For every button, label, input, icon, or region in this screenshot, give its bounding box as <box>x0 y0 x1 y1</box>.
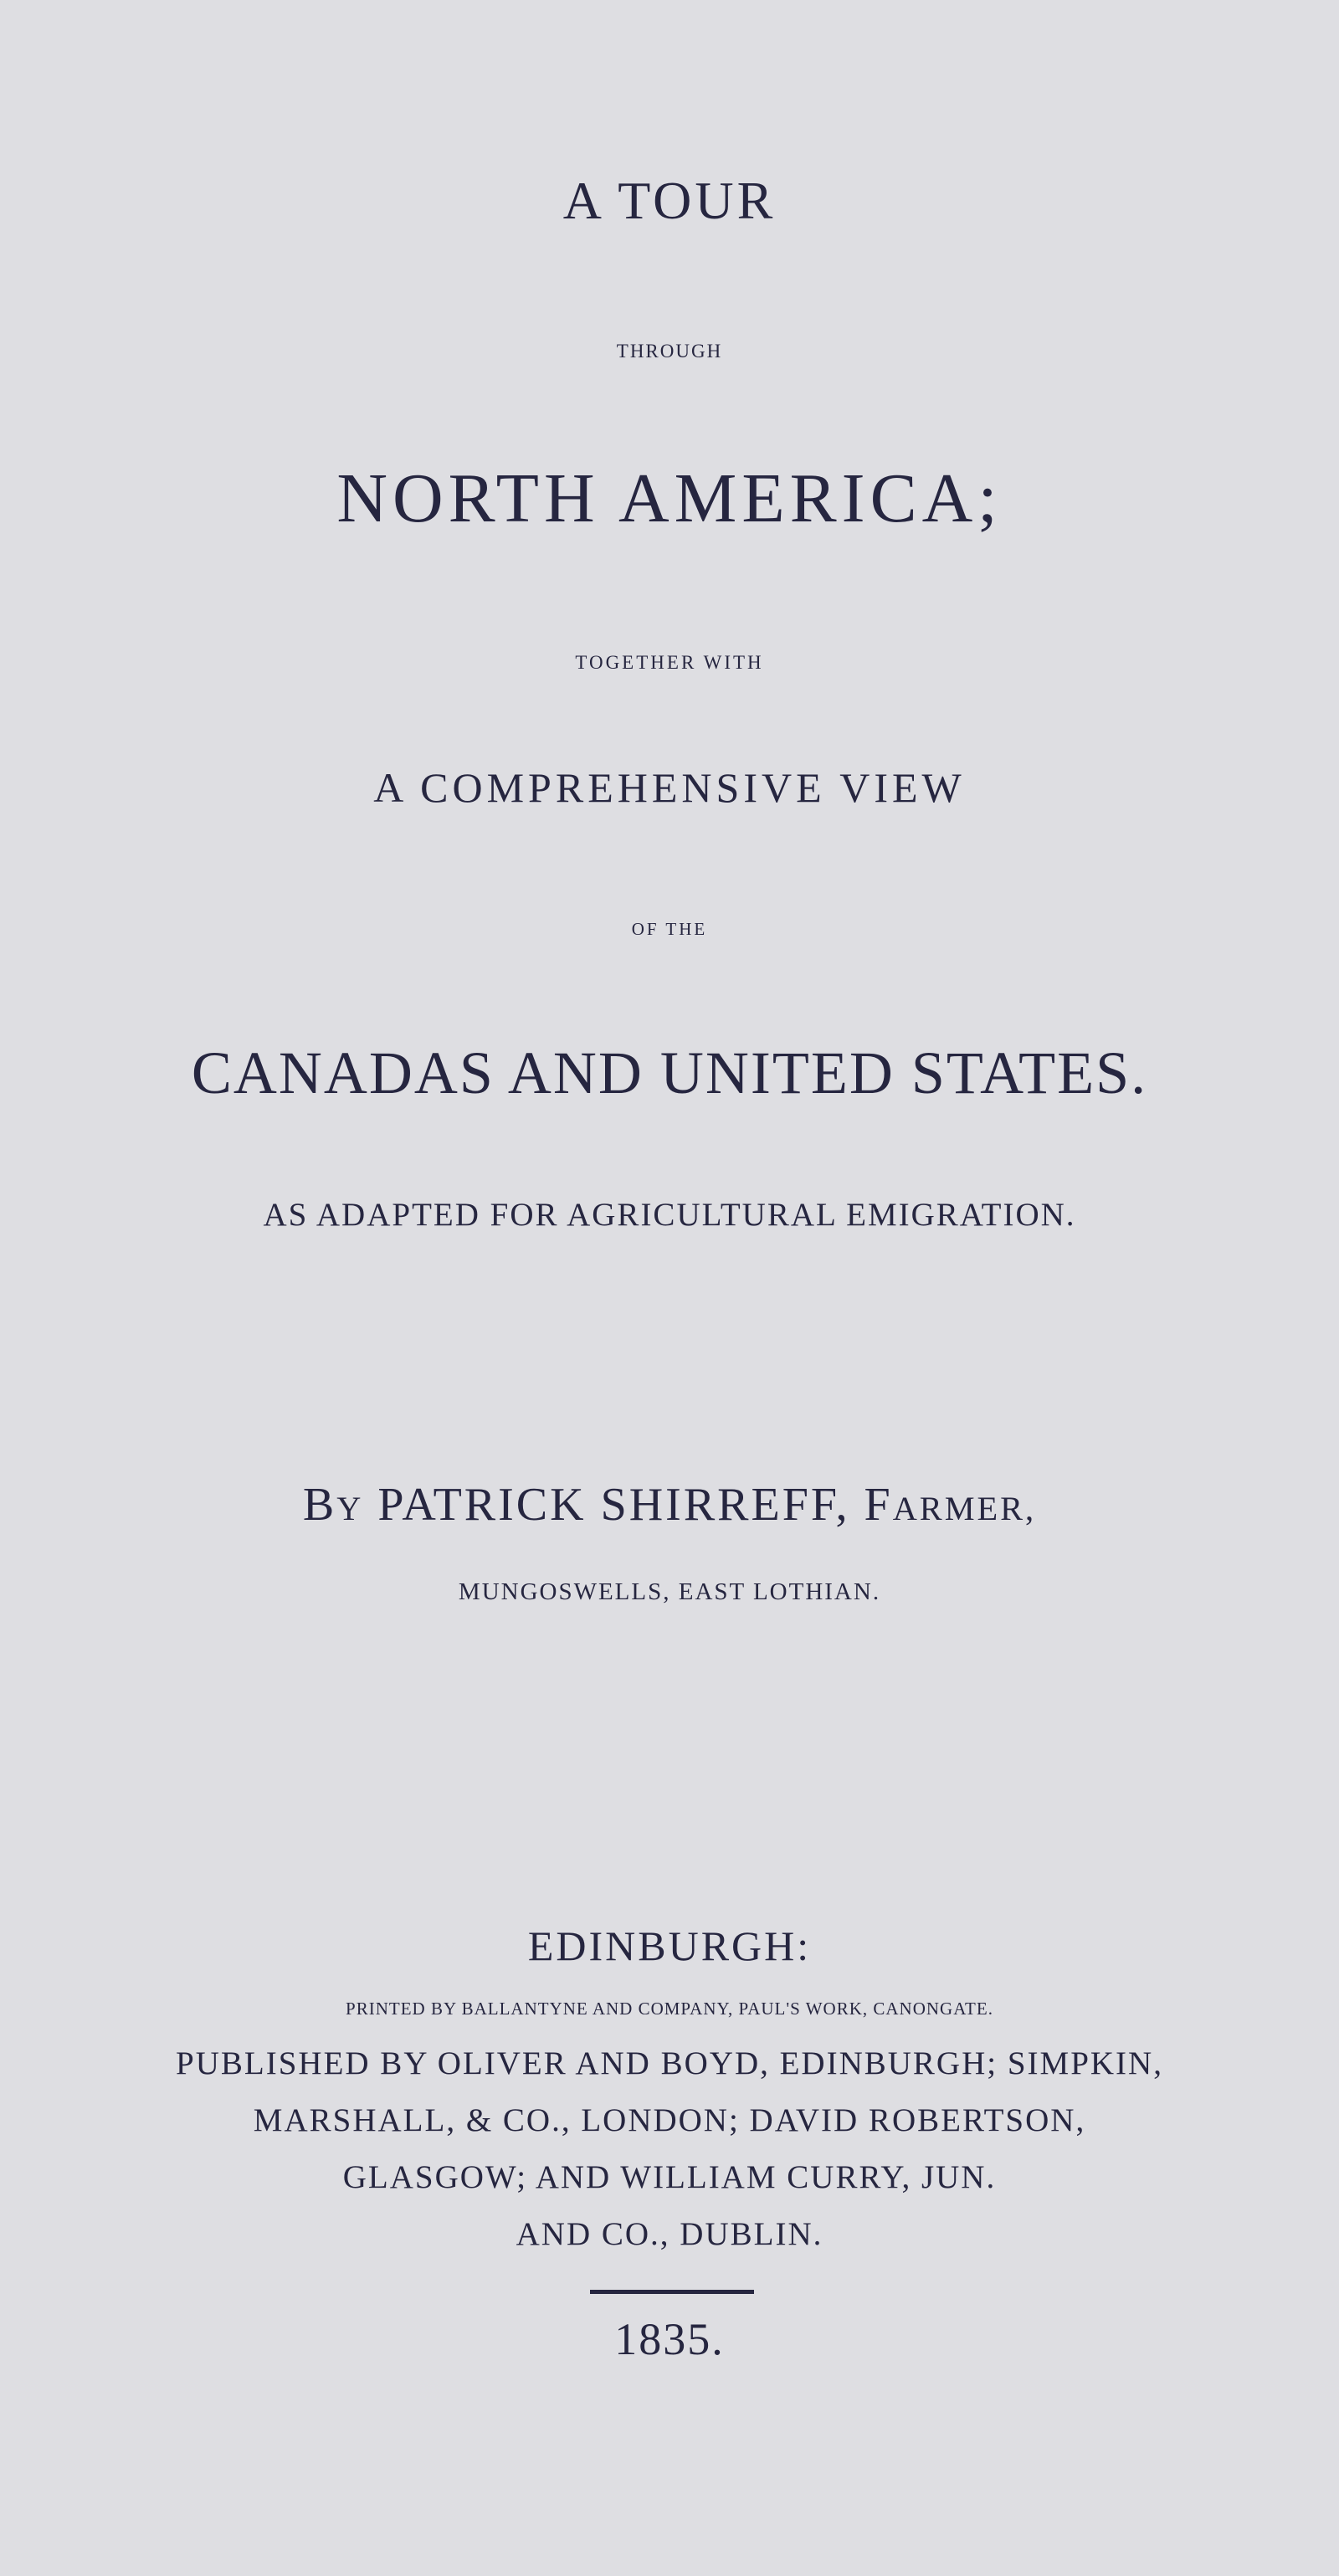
title-line-1: A TOUR <box>562 171 777 230</box>
imprint-city: EDINBURGH: <box>527 1922 812 1969</box>
title-line-2: NORTH AMERICA; <box>336 459 1003 537</box>
imprint-publisher-line-3: GLASGOW; AND WILLIAM CURRY, JUN. <box>342 2159 997 2195</box>
author-name: PATRICK SHIRREFF, <box>377 1479 850 1531</box>
author-title-rest: ARMER, <box>892 1490 1037 1527</box>
title-line-3: A COMPREHENSIVE VIEW <box>373 764 966 811</box>
imprint-printer: PRINTED BY BALLANTYNE AND COMPANY, PAUL'S WORK, CANONGATE. <box>346 1999 993 2019</box>
author-title-initial: F <box>864 1479 893 1531</box>
connector-of-the: OF THE <box>631 919 708 939</box>
subtitle: AS ADAPTED FOR AGRICULTURAL EMIGRATION. <box>263 1197 1076 1233</box>
imprint-publisher-line-1: PUBLISHED BY OLIVER AND BOYD, EDINBURGH; SIMPKIN, <box>176 2045 1163 2081</box>
author-by-rest: Y <box>336 1490 364 1527</box>
author-by-initial: B <box>302 1479 337 1531</box>
connector-together-with: TOGETHER WITH <box>575 652 764 673</box>
imprint-publisher-line-4: AND CO., DUBLIN. <box>516 2216 823 2252</box>
author-location: MUNGOSWELLS, EAST LOTHIAN. <box>458 1578 881 1605</box>
imprint-rule <box>590 2290 754 2294</box>
connector-through: THROUGH <box>616 341 723 362</box>
imprint-year: 1835. <box>614 2314 725 2364</box>
author-line <box>0 1479 1339 1531</box>
imprint-publisher-line-2: MARSHALL, & CO., LONDON; DAVID ROBERTSON, <box>253 2102 1086 2138</box>
title-line-4: CANADAS AND UNITED STATES. <box>191 1039 1148 1106</box>
